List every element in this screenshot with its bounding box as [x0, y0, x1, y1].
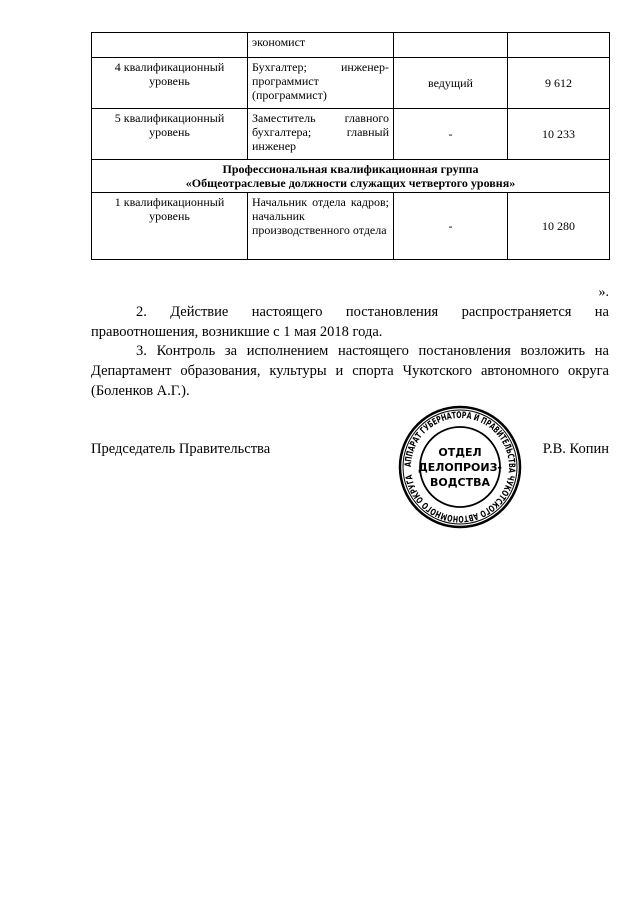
table-row	[92, 58, 610, 109]
table-row	[92, 193, 610, 260]
level-cell: 1 квалификационный уровень	[92, 193, 248, 260]
level-cell: 5 квалификационный уровень	[92, 109, 248, 160]
position-cell: экономист	[248, 33, 394, 58]
salary-cell: 9 612	[508, 58, 610, 109]
category-cell	[394, 33, 508, 58]
level-cell	[92, 33, 248, 58]
qualification-table	[91, 32, 610, 260]
table-row	[92, 109, 610, 160]
group-title-line1: Профессиональная квалификационная группа	[222, 162, 479, 176]
stamp-center-line3: ВОДСТВА	[429, 476, 491, 489]
category-cell: ведущий	[394, 58, 508, 109]
category-cell: -	[394, 193, 508, 260]
signatory-title: Председатель Правительства	[91, 441, 271, 457]
paragraph-2: 2. Действие настоящего постановления распространяется на правоотношения, возникшие с 1 мая 2018 года.	[91, 304, 609, 340]
official-stamp	[398, 405, 522, 529]
stamp-ring-text: АППАРАТ ГУБЕРНАТОРА И ПРАВИТЕЛЬСТВА ЧУКОТСКОГО АВТОНОМНОГО ОКРУГА	[403, 410, 517, 524]
position-cell: Начальник отдела кадров; начальник производственного отдела	[248, 193, 394, 260]
salary-cell	[508, 33, 610, 58]
stamp-center-line1: ОТДЕЛ	[438, 446, 482, 459]
level-cell: 4 квалификационный уровень	[92, 58, 248, 109]
stamp-center-line2: ДЕЛОПРОИЗ-	[417, 461, 503, 474]
category-cell: -	[394, 109, 508, 160]
paragraph-3: 3. Контроль за исполнением настоящего постановления возложить на Департамент образования, культуры и спорта Чукотского автономного округа (Боленков А.Г.).	[91, 343, 609, 399]
group-header-row	[92, 160, 610, 193]
closing-quote: ».	[598, 285, 609, 300]
salary-cell: 10 233	[508, 109, 610, 160]
signatory-name: Р.В. Копин	[542, 441, 609, 457]
group-title-line2: «Общеотраслевые должности служащих четвертого уровня»	[185, 176, 516, 190]
position-cell: Заместитель главного бухгалтера; главный инженер	[248, 109, 394, 160]
group-title-cell	[92, 160, 610, 193]
salary-cell: 10 280	[508, 193, 610, 260]
position-cell: Бухгалтер; инженер-программист (программист)	[248, 58, 394, 109]
table-row	[92, 33, 610, 58]
